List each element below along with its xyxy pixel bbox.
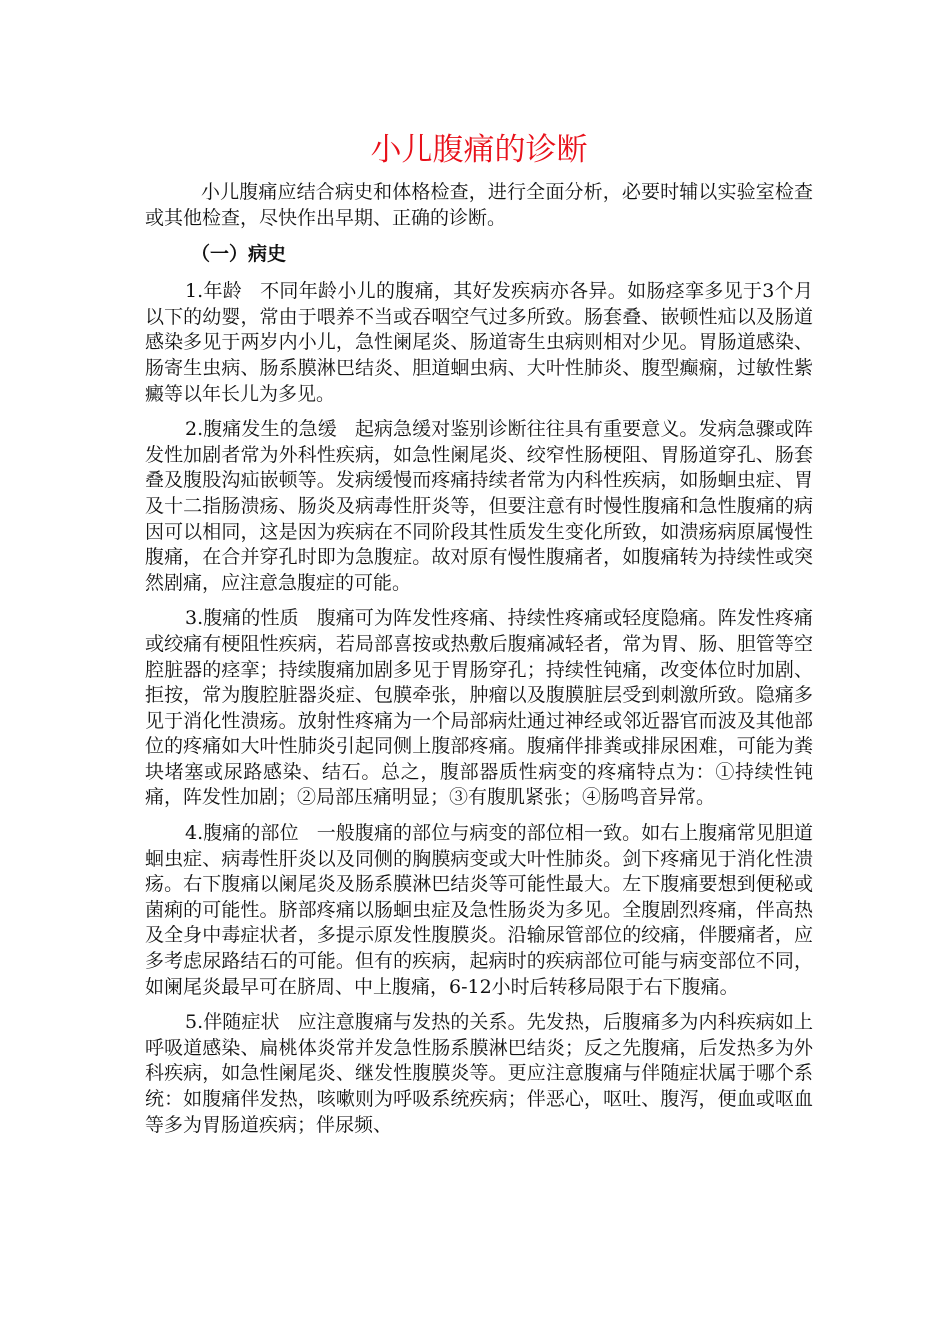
paragraph-text: 不同年龄小儿的腹痛，其好发疾病亦各异。如肠痉挛多见于3个月以下的幼婴，常由于喂养不当或吞咽空气过多所致。肠套叠、嵌顿性疝以及肠道感染多见于两岁内小儿，急性阑尾炎、肠道寄生虫病则相对少见。胃肠道感染、肠寄生虫病、肠系膜淋巴结炎、胆道蛔虫病、大叶性肺炎、腹型癫痫，过敏性紫癜等以年长儿为多见。 [145,280,813,405]
paragraph-lead: 1.年龄 [185,280,243,303]
paragraph-onset [145,417,813,596]
paragraph-symptoms [145,1010,813,1138]
paragraph-text: 应注意腹痛与发热的关系。先发热，后腹痛多为内科疾病如上呼吸道感染、扁桃体炎常并发急性肠系膜淋巴结炎；反之先腹痛，后发热多为外科疾病，如急性阑尾炎、继发性腹膜炎等。更应注意腹痛与伴随症状属于哪个系统：如腹痛伴发热，咳嗽则为呼吸系统疾病；伴恶心，呕吐、腹泻，便血或呕血等多为胃肠道疾病；伴尿频、 [145,1011,813,1136]
paragraph-age [145,279,813,407]
paragraph-nature [145,606,813,811]
section-heading: （一）病史 [191,243,287,266]
paragraph-lead: 5.伴随症状 [185,1011,280,1034]
paragraph-lead: 4.腹痛的部位 [185,822,299,845]
document-page [145,128,813,1148]
paragraph-text: 一般腹痛的部位与病变的部位相一致。如右上腹痛常见胆道蛔虫症、病毒性肝炎以及同侧的胸膜病变或大叶性肺炎。剑下疼痛见于消化性溃疡。右下腹痛以阑尾炎及肠系膜淋巴结炎等可能性最大。左下腹痛要想到便秘或菌痢的可能性。脐部疼痛以肠蛔虫症及急性肠炎为多见。全腹剧烈疼痛，伴高热及全身中毒症状者，多提示原发性腹膜炎。沿输尿管部位的绞痛，伴腰痛者，应多考虑尿路结石的可能。但有的疾病，起病时的疾病部位可能与病变部位不同，如阑尾炎最早可在脐周、中上腹痛，6-12小时后转移局限于右下腹痛。 [145,822,813,998]
paragraph-lead: 2.腹痛发生的急缓 [185,418,337,441]
intro-paragraph: 小儿腹痛应结合病史和体格检查，进行全面分析，必要时辅以实验室检查或其他检查，尽快作出早期、正确的诊断。 [145,181,813,229]
paragraph-text: 起病急缓对鉴别诊断往往具有重要意义。发病急骤或阵发性加剧者常为外科性疾病，如急性阑尾炎、绞窄性肠梗阻、胃肠道穿孔、肠套叠及腹股沟疝嵌顿等。发病缓慢而疼痛持续者常为内科性疾病，如肠蛔虫症、胃及十二指肠溃疡、肠炎及病毒性肝炎等，但要注意有时慢性腹痛和急性腹痛的病因可以相同，这是因为疾病在不同阶段其性质发生变化所致，如溃疡病原属慢性腹痛，在合并穿孔时即为急腹症。故对原有慢性腹痛者，如腹痛转为持续性或突然剧痛，应注意急腹症的可能。 [145,418,813,594]
paragraph-text: 腹痛可为阵发性疼痛、持续性疼痛或轻度隐痛。阵发性疼痛或绞痛有梗阻性疾病，若局部喜按或热敷后腹痛减轻者，常为胃、肠、胆管等空腔脏器的痉挛；持续腹痛加剧多见于胃肠穿孔；持续性钝痛，改变体位时加剧、拒按，常为腹腔脏器炎症、包膜牵张，肿瘤以及腹膜脏层受到刺激所致。隐痛多见于消化性溃疡。放射性疼痛为一个局部病灶通过神经或邻近器官而波及其他部位的疼痛如大叶性肺炎引起同侧上腹部疼痛。腹痛伴排粪或排尿困难，可能为粪块堵塞或尿路感染、结石。总之，腹部器质性病变的疼痛特点为：①持续性钝痛，阵发性加剧；②局部压痛明显；③有腹肌紧张；④肠鸣音异常。 [145,607,813,809]
paragraph-location [145,821,813,1000]
document-title: 小儿腹痛的诊断 [370,132,588,168]
paragraph-lead: 3.腹痛的性质 [185,607,299,630]
